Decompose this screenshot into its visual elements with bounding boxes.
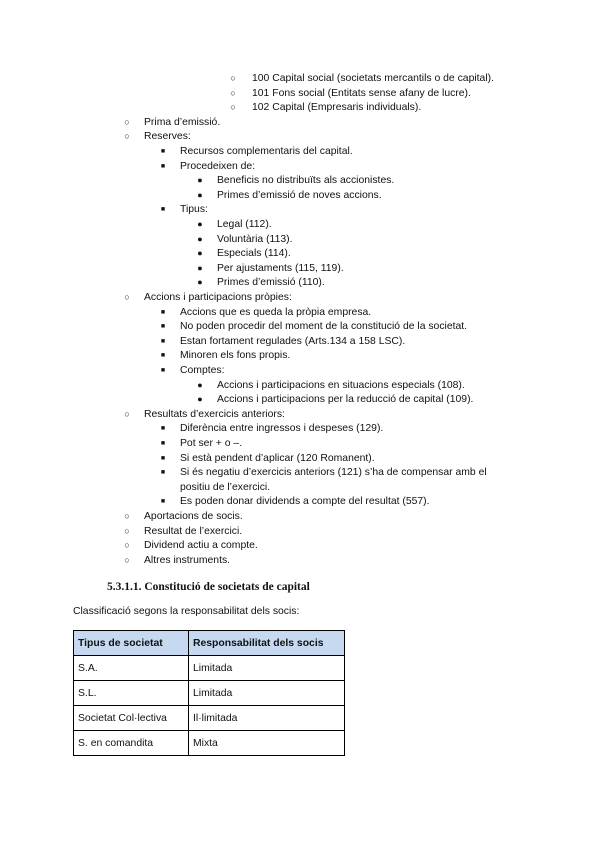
- outline-item-level3: 101 Fons social (Entitats sense afany de lucre).: [252, 88, 471, 99]
- outline-item-level3: Beneficis no distribuïts als accionistes.: [217, 175, 395, 186]
- table-cell: Mixta: [189, 731, 345, 756]
- section-heading: 5.3.1.1. Constitució de societats de capital: [107, 581, 310, 593]
- outline-item-level1: Resultats d’exercicis anteriors:: [144, 409, 285, 420]
- outline-item-level2: Comptes:: [180, 365, 225, 376]
- dot-bullet-icon: ●: [197, 234, 203, 244]
- square-bullet-icon: ■: [160, 352, 166, 359]
- table-row: [74, 706, 345, 731]
- circle-bullet-icon: ○: [124, 409, 130, 419]
- square-bullet-icon: ■: [160, 367, 166, 374]
- dot-bullet-icon: ●: [197, 175, 203, 185]
- dot-bullet-icon: ●: [197, 219, 203, 229]
- outline-item-level1: Dividend actiu a compte.: [144, 540, 258, 551]
- outline-item-level3: Per ajustaments (115, 119).: [217, 263, 344, 274]
- table-cell: Limitada: [189, 681, 345, 706]
- circle-bullet-icon: ○: [124, 511, 130, 521]
- outline-item-level1: Aportacions de socis.: [144, 511, 243, 522]
- circle-bullet-icon: ○: [124, 555, 130, 565]
- outline-item-level3: Voluntària (113).: [217, 234, 293, 245]
- dot-bullet-icon: ●: [197, 263, 203, 273]
- outline-item-level2: Si està pendent d’aplicar (120 Romanent).: [180, 453, 375, 464]
- outline-item-level2: Procedeixen de:: [180, 161, 256, 172]
- circle-bullet-icon: ○: [124, 131, 130, 141]
- table-cell: S.A.: [74, 656, 189, 681]
- outline-item-level2: Minoren els fons propis.: [180, 350, 291, 361]
- square-bullet-icon: ■: [160, 338, 166, 345]
- square-bullet-icon: ■: [160, 206, 166, 213]
- outline-item-level3: Primes d’emissió de noves accions.: [217, 190, 382, 201]
- outline-item-level3: Especials (114).: [217, 248, 291, 259]
- outline-item-level2: Pot ser + o –.: [180, 438, 243, 449]
- outline-item-level2: Accions que es queda la pròpia empresa.: [180, 307, 372, 318]
- outline-item-level2: Diferència entre ingressos i despeses (129).: [180, 423, 384, 434]
- table-cell: Societat Col·lectiva: [74, 706, 189, 731]
- square-bullet-icon: ■: [160, 425, 166, 432]
- circle-bullet-icon: ○: [124, 526, 130, 536]
- dot-bullet-icon: ●: [197, 248, 203, 258]
- outline-item-level2: Es poden donar dividends a compte del resultat (557).: [180, 496, 430, 507]
- table-intro: Classificació segons la responsabilitat dels socis:: [73, 606, 300, 617]
- dot-bullet-icon: ●: [197, 394, 203, 404]
- outline-item-level2: Estan fortament regulades (Arts.134 a 158 LSC).: [180, 336, 406, 347]
- outline-item-level2: Si és negatiu d’exercicis anteriors (121) s’ha de compensar amb el: [180, 467, 487, 478]
- square-bullet-icon: ■: [160, 455, 166, 462]
- table-row: [74, 656, 345, 681]
- outline-item-level3: Legal (112).: [217, 219, 272, 230]
- table-cell: S. en comandita: [74, 731, 189, 756]
- table-header-row: [74, 631, 345, 656]
- circle-bullet-icon: ○: [124, 540, 130, 550]
- outline-item-level3: Accions i participacions per la reducció de capital (109).: [217, 394, 474, 405]
- outline-item-level2: Tipus:: [180, 204, 208, 215]
- circle-bullet-icon: ○: [230, 73, 236, 83]
- table-row: [74, 681, 345, 706]
- outline-item-level2: positiu de l’exercici.: [180, 482, 271, 493]
- square-bullet-icon: ■: [160, 163, 166, 170]
- square-bullet-icon: ■: [160, 440, 166, 447]
- outline-item-level1: Resultat de l’exercici.: [144, 526, 243, 537]
- outline-item-level1: Reserves:: [144, 131, 191, 142]
- square-bullet-icon: ■: [160, 498, 166, 505]
- circle-bullet-icon: ○: [124, 292, 130, 302]
- column-header: Responsabilitat dels socis: [189, 631, 345, 656]
- circle-bullet-icon: ○: [230, 102, 236, 112]
- outline-item-level2: No poden procedir del moment de la constitució de la societat.: [180, 321, 468, 332]
- circle-bullet-icon: ○: [124, 117, 130, 127]
- square-bullet-icon: ■: [160, 323, 166, 330]
- circle-bullet-icon: ○: [230, 88, 236, 98]
- outline-item-level3: 100 Capital social (societats mercantils o de capital).: [252, 73, 494, 84]
- square-bullet-icon: ■: [160, 309, 166, 316]
- company-types-table: [73, 630, 345, 756]
- outline-item-level1: Accions i participacions pròpies:: [144, 292, 292, 303]
- dot-bullet-icon: ●: [197, 277, 203, 287]
- outline-item-level1: Altres instruments.: [144, 555, 231, 566]
- square-bullet-icon: ■: [160, 148, 166, 155]
- outline-item-level3: Accions i participacions en situacions especials (108).: [217, 380, 465, 391]
- dot-bullet-icon: ●: [197, 190, 203, 200]
- dot-bullet-icon: ●: [197, 380, 203, 390]
- table-cell: S.L.: [74, 681, 189, 706]
- table-cell: Limitada: [189, 656, 345, 681]
- outline-item-level3: 102 Capital (Empresaris individuals).: [252, 102, 422, 113]
- outline-item-level3: Primes d’emissió (110).: [217, 277, 325, 288]
- table-cell: Il·limitada: [189, 706, 345, 731]
- column-header: Tipus de societat: [74, 631, 189, 656]
- table-row: [74, 731, 345, 756]
- outline-item-level2: Recursos complementaris del capital.: [180, 146, 353, 157]
- square-bullet-icon: ■: [160, 469, 166, 476]
- outline-item-level1: Prima d’emissió.: [144, 117, 221, 128]
